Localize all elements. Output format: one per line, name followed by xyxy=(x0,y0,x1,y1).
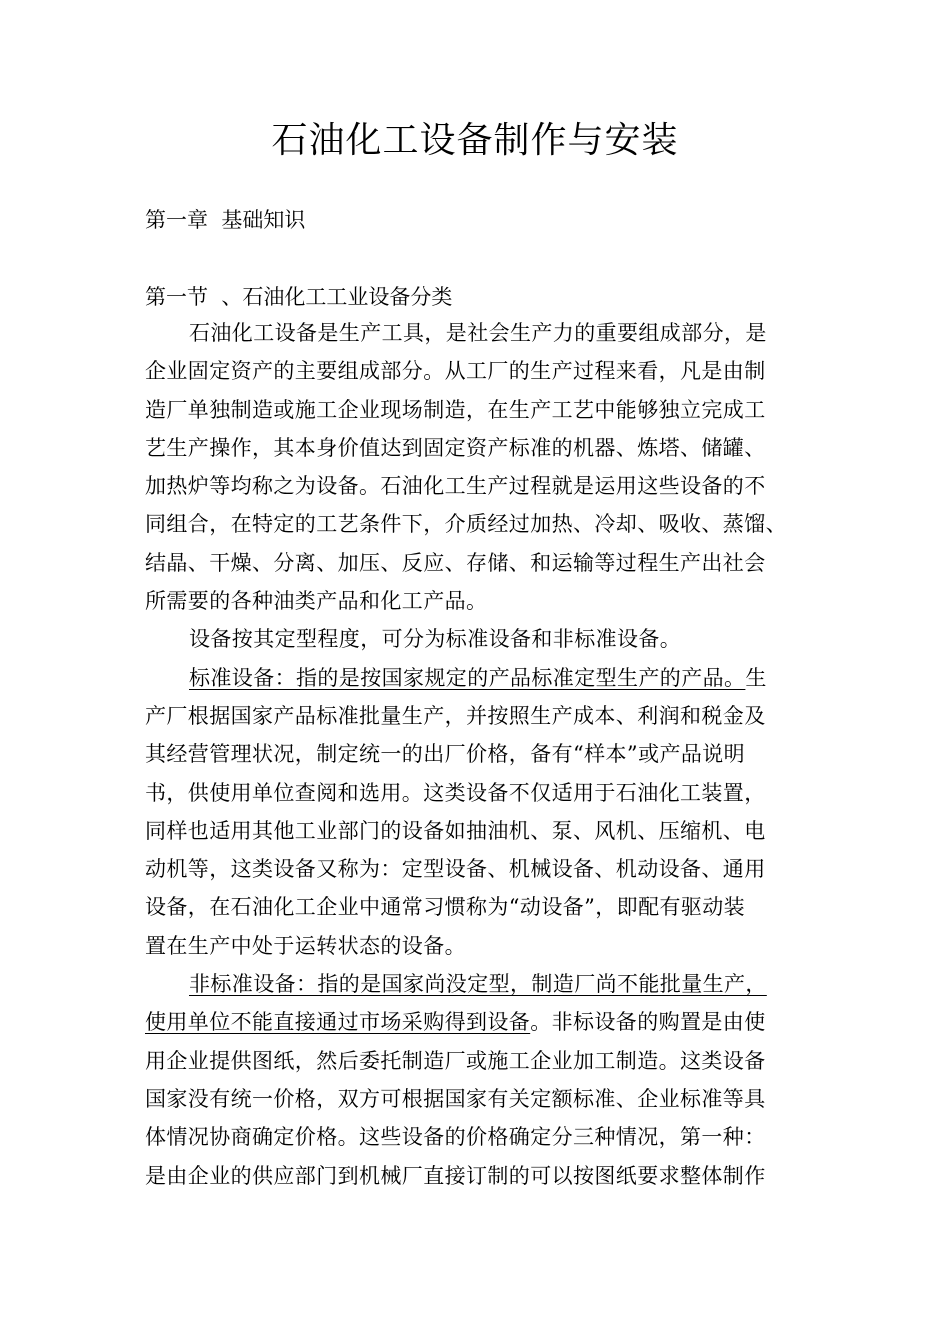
text-line xyxy=(145,544,825,582)
underlined-definition: 标准设备：指的是按国家规定的产品标准定型生产的产品。 xyxy=(189,665,746,690)
text-segment: 同样也适用其他工业部门的设备如抽油机、泵、风机、压缩机、电 xyxy=(145,818,766,843)
text-segment: 动机等，这类设备又称为：定型设备、机械设备、机动设备、通用 xyxy=(145,857,766,882)
text-line xyxy=(145,812,825,850)
text-line xyxy=(145,352,825,390)
underlined-definition: 非标准设备：指的是国家尚没定型，制造厂尚不能批量生产， xyxy=(189,972,767,997)
text-segment: 所需要的各种油类产品和化工产品。 xyxy=(145,589,488,614)
body-text xyxy=(145,314,825,1195)
text-segment: 生 xyxy=(745,665,767,690)
text-line xyxy=(145,850,825,888)
chapter-heading: 第一章 基础知识 xyxy=(145,208,306,232)
text-line xyxy=(145,314,825,352)
text-line xyxy=(145,659,825,697)
text-line xyxy=(145,467,825,505)
text-line xyxy=(145,582,825,620)
text-line xyxy=(145,1080,825,1118)
text-segment: 。非标设备的购置是由使 xyxy=(530,1010,766,1035)
text-segment: 艺生产操作，其本身价值达到固定资产标准的机器、炼塔、储罐、 xyxy=(145,435,766,460)
text-line xyxy=(145,429,825,467)
text-segment: 国家没有统一价格，双方可根据国家有关定额标准、企业标准等具 xyxy=(145,1086,766,1111)
text-segment: 产厂根据国家产品标准批量生产，并按照生产成本、利润和税金及 xyxy=(145,703,766,728)
text-line xyxy=(145,888,825,926)
text-segment: 企业固定资产的主要组成部分。从工厂的生产过程来看，凡是由制 xyxy=(145,359,766,384)
section-heading: 第一节 、石油化工工业设备分类 xyxy=(145,285,453,309)
text-segment: 结晶、干燥、分离、加压、反应、存储、和运输等过程生产出社会 xyxy=(145,550,766,575)
text-line xyxy=(145,391,825,429)
text-segment: 造厂单独制造或施工企业现场制造，在生产工艺中能够独立完成工 xyxy=(145,397,766,422)
text-line xyxy=(145,927,825,965)
text-line xyxy=(145,965,825,1003)
text-segment: 其经营管理状况，制定统一的出厂价格，备有“样本”或产品说明 xyxy=(145,742,746,767)
text-segment: 同组合，在特定的工艺条件下，介质经过加热、冷却、吸收、蒸馏、 xyxy=(145,512,787,537)
text-line xyxy=(145,697,825,735)
text-segment: 体情况协商确定价格。这些设备的价格确定分三种情况，第一种： xyxy=(145,1125,766,1150)
text-line xyxy=(145,505,825,543)
text-segment: 用企业提供图纸，然后委托制造厂或施工企业加工制造。这类设备 xyxy=(145,1048,766,1073)
text-segment: 是由企业的供应部门到机械厂直接订制的可以按图纸要求整体制作 xyxy=(145,1163,766,1188)
text-line xyxy=(145,1003,825,1041)
text-line xyxy=(145,1157,825,1195)
text-segment: 设备，在石油化工企业中通常习惯称为“动设备”，即配有驱动装 xyxy=(145,895,746,920)
text-segment: 设备按其定型程度，可分为标准设备和非标准设备。 xyxy=(189,627,682,652)
text-line xyxy=(145,774,825,812)
text-segment: 加热炉等均称之为设备。石油化工生产过程就是运用这些设备的不 xyxy=(145,474,766,499)
text-line xyxy=(145,620,825,658)
underlined-definition: 使用单位不能直接通过市场采购得到设备 xyxy=(145,1010,531,1035)
text-line xyxy=(145,1118,825,1156)
text-segment: 石油化工设备是生产工具，是社会生产力的重要组成部分，是 xyxy=(189,321,767,345)
text-line xyxy=(145,1042,825,1080)
text-segment: 书，供使用单位查阅和选用。这类设备不仅适用于石油化工装置， xyxy=(145,780,766,805)
text-segment: 置在生产中处于运转状态的设备。 xyxy=(145,933,466,958)
text-line xyxy=(145,735,825,773)
document-title: 石油化工设备制作与安装 xyxy=(271,120,679,161)
